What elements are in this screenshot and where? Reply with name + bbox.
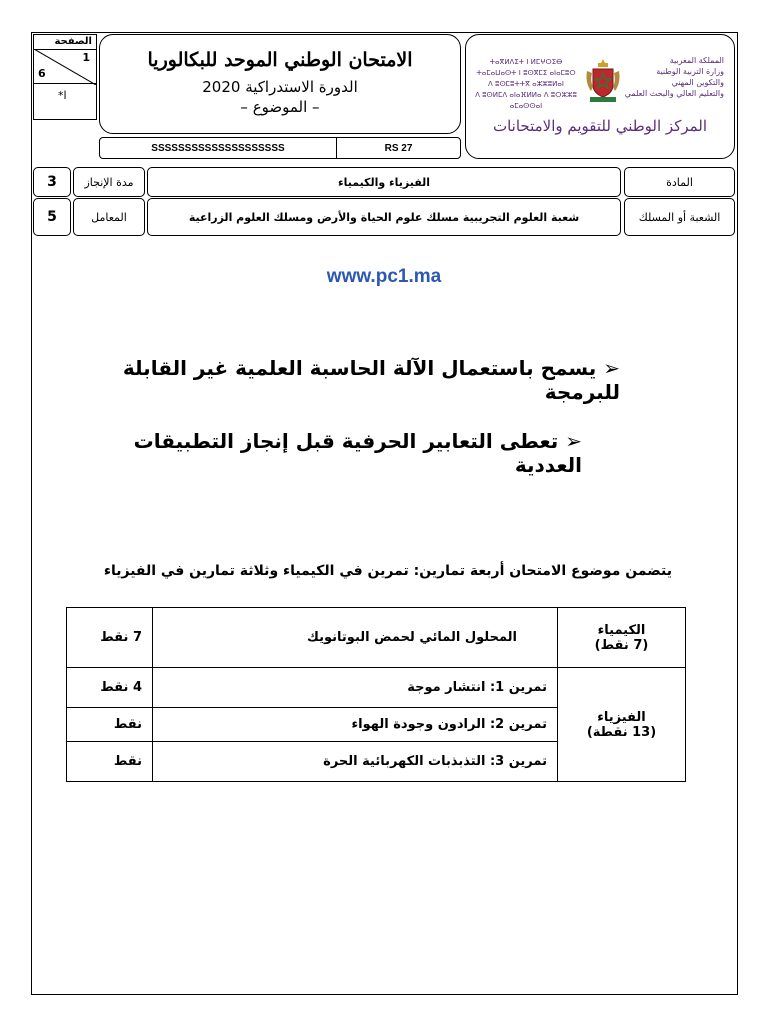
exercises-table	[66, 607, 686, 782]
exercise-title: تمرين 1: انتشار موجة	[153, 668, 558, 708]
ministry-box	[465, 34, 735, 159]
evaluation-center-name: المركز الوطني للتقويم والامتحانات	[492, 117, 708, 135]
page-number: 1	[82, 51, 90, 64]
table-row	[67, 668, 686, 708]
website-link[interactable]: www.pc1.ma	[326, 266, 442, 287]
subject-value: الفيزياء والكيمياء	[147, 167, 621, 197]
exercise-title: تمرين 2: الرادون وجودة الهواء	[153, 708, 558, 742]
coefficient-label: المعامل	[73, 198, 145, 236]
instruction-calculator: ➢ يسمح باستعمال الآلة الحاسبة العلمية غير القابلة للبرمجة	[122, 356, 620, 404]
branch-label: الشعبة أو المسلك	[624, 198, 735, 236]
page-label: الصفحة	[54, 36, 92, 47]
arrow-bullet-icon: ➢	[565, 429, 582, 453]
duration-value: 3	[33, 167, 71, 197]
duration-label: مدة الإنجاز	[73, 167, 145, 197]
arrow-bullet-icon: ➢	[603, 356, 620, 380]
page-number-box	[33, 34, 97, 120]
subject-cell-physics: الفيزياء (13 نقطة)	[558, 668, 686, 782]
exercise-points: نقط	[67, 708, 153, 742]
serial-code: SSSSSSSSSSSSSSSSSSSS	[100, 138, 337, 158]
coat-of-arms-icon	[584, 57, 622, 105]
page-code: *ا	[58, 89, 67, 102]
subject-label: المادة	[624, 167, 735, 197]
exercise-points: 4 نقط	[67, 668, 153, 708]
exercise-points: 7 نقط	[67, 608, 153, 668]
exercise-points: نقط	[67, 742, 153, 782]
exam-code: RS 27	[384, 142, 413, 154]
coefficient-value: 5	[33, 198, 71, 236]
exam-contents-intro: يتضمن موضوع الامتحان أربعة تمارين: تمرين في الكيمياء وثلاثة تمارين في الفيزياء	[103, 563, 672, 579]
exam-topic: – الموضوع –	[240, 98, 320, 116]
ministry-arabic: المملكة المغربية وزارة التربية الوطنية والتكوين المهني والتعليم العالي والبحث العلمي	[624, 56, 724, 98]
exam-session: الدورة الاستدراكية 2020	[202, 78, 358, 96]
exam-code-box	[99, 137, 461, 159]
instruction-expressions: ➢ تعطى التعابير الحرفية قبل إنجاز التطبيقات العددية	[133, 429, 582, 477]
table-row	[67, 608, 686, 668]
exercise-title: تمرين 3: التذبذبات الكهربائية الحرة	[153, 742, 558, 782]
ministry-tifinagh: ⵜⴰⴳⵍⴷⵉⵜ ⵏ ⵍⵎⵖⵔⵉⴱ ⵜⴰⵎⴰⵡⴰⵙⵜ ⵏ ⵓⵙⴳⵎⵉ ⴰⵏⴰⵎⵓⵔ ⴷ ⵓⵙⵎⵓⵜⵜⴳ ⴰⵣⵣⵓⵍⴰⵏ ⴷ ⵓⵙⵍⵎⴷ ⴰⵏⴰⴼⵍⵍⴰ ⴷ ⵓⵔⵣⵣⵓ ⴰⵎⴰⵙⵙⴰⵏ	[475, 58, 577, 110]
subject-cell-chemistry: الكيمياء (7 نقط)	[558, 608, 686, 668]
page-total: 6	[38, 67, 46, 80]
exam-title-box	[99, 34, 461, 134]
exam-title: الامتحان الوطني الموحد للبكالوريا	[147, 49, 413, 71]
branch-value: شعبة العلوم التجريبية مسلك علوم الحياة والأرض ومسلك العلوم الزراعية	[147, 198, 621, 236]
exercise-title: المحلول المائي لحمض البوتانويك	[153, 608, 558, 668]
